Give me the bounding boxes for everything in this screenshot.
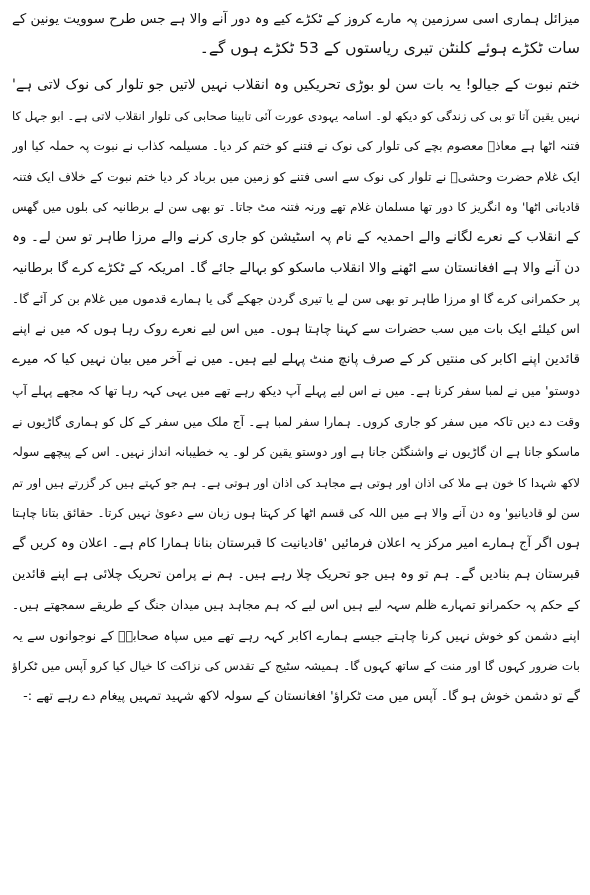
text-line: نہیں یقین آتا تو بی کی زندگی کو دیکھ لو۔ اسامہ یہودی عورت آئی تابینا صحابی کی تلوار انقلاب لاتی ہے۔ ابو جہل کا [12,108,580,123]
text-line: ختم نبوت کے جیالو! یہ بات سن لو بوڑی تحریکیں وہ انقلاب نہیں لاتیں جو تلوار کی نوک لاتی ہے' [12,77,580,93]
text-line: قبرستان ہم بنادیں گے۔ ہم تو وہ ہیں جو تحریک چلا رہے ہیں۔ ہم نے پرامن تحریک چلائی ہے اپنے قائدین [12,566,580,582]
text-line: میزائل ہماری اسی سرزمین پہ مارے کروز کے ٹکڑے کیے وہ دور آنے والا ہے جس طرح سوویت یونین کے [12,12,580,27]
text-line: لاکھ شہدا کا خون ہے ملا کی اذان اور ہوتی ہے مجاہد کی اذان اور ہوتی ہے۔ ہم جو کہتے ہیں کر گزرتے ہیں اور تم [12,475,580,490]
text-line: قائدین اپنے اکابر کی منتیں کر کے صرف پانچ منٹ پہلے لیے ہیں۔ میں نے آخر میں بیان نہیں کیا کہ میرے [12,352,580,368]
text-line: ماسکو جانا ہے ان گاڑیوں نے واشنگٹن جانا ہے اور دوستو یقین کر لو۔ یہ خطیبانہ انداز نہیں۔ اس کے پیچھے سولہ [12,445,580,460]
text-line: گے تو دشمن خوش ہو گا۔ آپس میں مت ٹکراؤ' افغانستان کے سولہ لاکھ شہید تمہیں پیغام دے رہے تھے :- [23,688,580,704]
text-line: کے حکم پہ حکمرانو تمہارے ظلم سہہ لیے ہیں اس لیے کہ ہم مجاہد ہیں میدان جنگ کے طریقے سمجھتے ہیں۔ [12,598,580,613]
text-line: سات ٹکڑے ہوئے کلنٹن تیری ریاستوں کے 53 ٹکڑے ہوں گے۔ [199,39,580,57]
text-line: اس کیلئے ایک بات میں سب حضرات سے کہنا چاہتا ہوں۔ میں اس لیے نعرے روک رہا ہوں کہ میں نے اپنے [12,321,580,337]
text-line: ایک غلام حضرت وحشیؓ نے تلوار کی نوک سے اسی فتنے کو زمین میں برباد کر دیا ختم نبوت کے خلاف ایک فتنہ [12,169,580,184]
text-line: وقت دے دیں تاکہ میں سفر کو جاری کروں۔ ہمارا سفر لمبا ہے۔ آج ملک میں سفر کے کل کو ہماری گاڑیوں نے [12,414,580,429]
text-line: سن لو قادیانیو' وہ دن آنے والا ہے میں اللہ کی قسم اٹھا کر کہتا ہوں زبان سے دعویٰ نہیں کرتا۔ حقائق بتانا چاہتا [12,506,580,521]
text-line: کے انقلاب کے نعرے لگانے والے احمدیہ کے نام پہ اسٹیشن کو جاری کرنے والے مرزا طاہر تو سن لے۔ وہ [12,229,580,245]
text-line: اپنے دشمن کو خوش نہیں کرنا چاہتے جیسے ہمارے اکابر کہہ رہے تھے میں سپاہ صحابہؓ کے نوجوانوں سے یہ [12,627,580,643]
text-line: ہوں اگر آج ہمارے امیر مرکز یہ اعلان فرمائیں 'قادیانیت کا قبرستان بنانا ہمارا کام ہے۔ اعلان وہ کریں گے [12,535,580,551]
paragraph-gap [12,62,580,70]
text-line: پر حکمرانی کرے گا او مرزا طاہر تو بھی سن لے یا تیری گردن جھکے گی یا ہمارے قدموں میں غلام بن کر آئے گا۔ [12,292,580,307]
text-line: دن آنے والا ہے افغانستان سے اٹھنے والا انقلاب ماسکو کو بہالے جائے گا۔ امریکہ کے ٹکڑے کرے گا برطانیہ [12,260,580,276]
text-line: دوستو' میں نے لمبا سفر کرنا ہے۔ میں نے اس لیے پہلے آپ دیکھ رہے تھے میں یہی کہہ رہا تھا کہ مجھے پہلے آپ [12,383,580,398]
text-line: بات ضرور کہوں گا اور منت کے ساتھ کہوں گا۔ ہمیشہ سٹیج کے تقدس کی نزاکت کا خیال کیا کرو آپس میں ٹکراؤ [12,659,580,674]
text-line: قادیانی اٹھا' وہ انگریز کا دور تھا مسلمان غلام تھے ورنہ فتنہ مٹ جاتا۔ تو بھی سن لے برطانیہ کی بلوں میں گھس [12,200,580,215]
article-paragraph-1 [12,6,580,62]
text-line: فتنہ اٹھا ہے معاذؓ معصوم بچے کی تلوار کی نوک نے فتنے کو ختم کر دیا۔ مسیلمہ کذاب نے نبوت پہ حملہ کیا اور [12,139,580,154]
article-paragraph-2 [12,70,580,712]
